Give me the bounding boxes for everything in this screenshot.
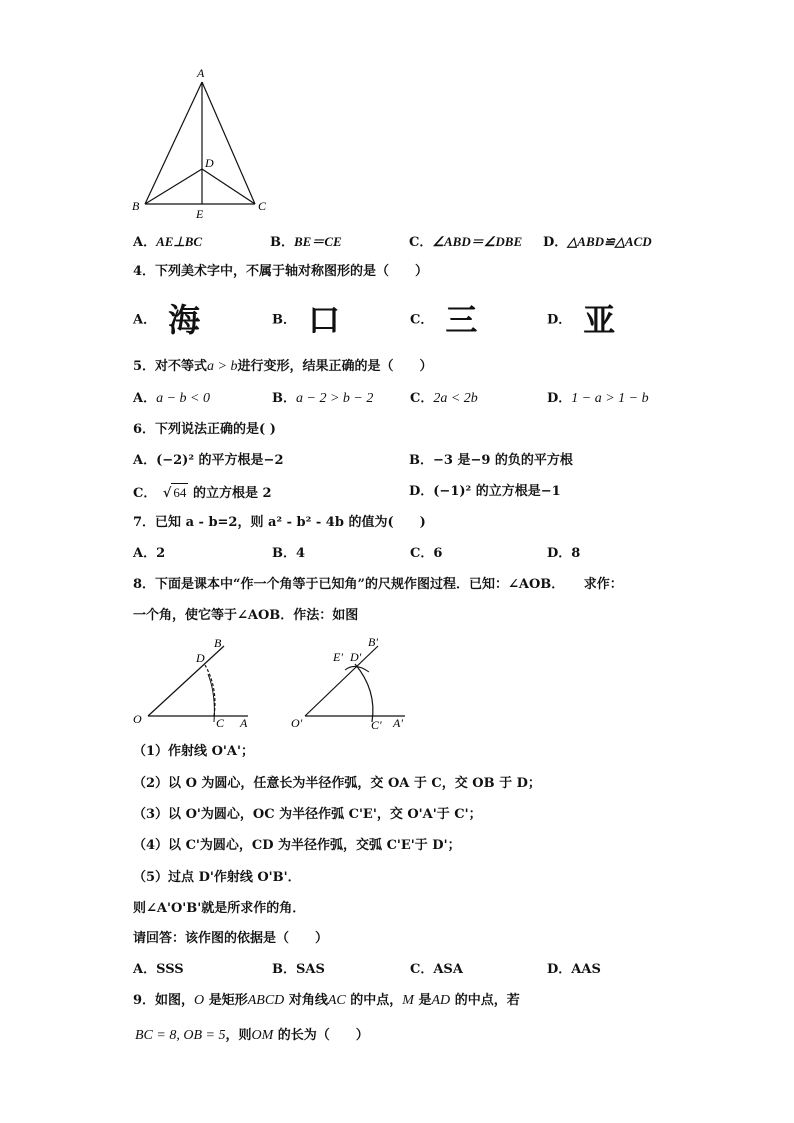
- label-c: C: [216, 716, 225, 730]
- q3-option-a: A．AE⊥BC: [133, 234, 203, 250]
- label-b: B: [214, 636, 222, 650]
- q6-option-a: A．(−2)² 的平方根是−2: [133, 453, 284, 468]
- triangle-figure: [125, 62, 285, 222]
- q8-step-1: （1）作射线 O'A'；: [133, 744, 254, 759]
- q6-option-d: D．(−1)² 的立方根是−1: [409, 484, 561, 499]
- q8-stem-line2: 一个角，使它等于∠AOB．作法：如图: [133, 608, 359, 623]
- q3-option-b: B．BE＝CE: [270, 234, 342, 250]
- edge-ac: [202, 82, 255, 204]
- q8-ask: 请回答：该作图的依据是（ ）: [133, 931, 329, 946]
- q8-option-d: D．AAS: [547, 962, 601, 977]
- q4-option-b: B． 口: [272, 301, 341, 339]
- q8-step-2: （2）以 O 为圆心，任意长为半径作弧，交 OA 于 C，交 OB 于 D；: [133, 776, 541, 791]
- angle-aob-figure: [128, 632, 268, 732]
- q7-option-a: A．2: [133, 546, 166, 561]
- q4-char-a: 海: [168, 301, 201, 339]
- q5-option-d: D．1 − a > 1 − b: [547, 391, 649, 406]
- label-d: D: [196, 651, 205, 665]
- q4-stem: 4．下列美术字中，不属于轴对称图形的是（ ）: [133, 264, 429, 279]
- arc-solid: [208, 674, 214, 722]
- label-b: B: [132, 199, 140, 213]
- q4-option-a: A． 海: [133, 301, 201, 339]
- q9-stem-line2: BC = 8, OB = 5，则OM 的长为（ ）: [135, 1028, 369, 1043]
- q8-option-a: A．SSS: [133, 962, 184, 977]
- angle-a1o1b1-figure: [285, 632, 415, 732]
- q4-option-c: C． 三: [410, 301, 478, 339]
- ray-ob: [148, 646, 224, 716]
- q4-char-c: 三: [445, 301, 478, 339]
- label-a: A: [240, 716, 248, 730]
- q6-stem: 6．下列说法正确的是( ): [133, 422, 276, 437]
- q5-stem: 5．对不等式a > b进行变形，结果正确的是（ ）: [133, 359, 433, 374]
- label-c1: C': [371, 718, 382, 732]
- q3-option-d: D．△ABD≌△ACD: [543, 234, 652, 250]
- q8-conclusion: 则∠A'O'B'就是所求作的角．: [133, 901, 306, 916]
- arc-cd: [205, 665, 215, 716]
- q8-step-5: （5）过点 D'作射线 O'B'．: [133, 870, 301, 885]
- label-a: A: [197, 66, 205, 80]
- q7-option-b: B．4: [272, 546, 306, 561]
- q4-char-d: 亚: [583, 301, 616, 339]
- label-e1: E': [333, 650, 343, 664]
- q7-option-d: D．8: [547, 546, 581, 561]
- q7-stem: 7．已知 a - b=2，则 a² - b² - 4b 的值为( ): [133, 515, 426, 530]
- q8-option-b: B．SAS: [272, 962, 325, 977]
- q9-stem-line1: 9．如图，O 是矩形ABCD 对角线AC 的中点，M 是AD 的中点，若: [133, 993, 520, 1008]
- label-c: C: [258, 199, 267, 213]
- q4-char-b: 口: [308, 301, 341, 339]
- q5-option-b: B．a − 2 > b − 2: [272, 391, 374, 406]
- label-b1: B': [368, 635, 378, 649]
- q8-step-4: （4）以 C'为圆心，CD 为半径作弧，交弧 C'E'于 D'；: [133, 838, 461, 853]
- label-o: O: [133, 712, 142, 726]
- edge-ab: [145, 82, 202, 204]
- label-d: D: [205, 156, 214, 170]
- q6-option-c: C． √ 64 的立方根是 2: [133, 485, 272, 501]
- label-d1: D': [350, 650, 362, 664]
- q6-option-b: B．−3 是−9 的负的平方根: [409, 453, 573, 468]
- q7-option-c: C．6: [410, 546, 443, 561]
- q5-option-a: A．a − b < 0: [133, 391, 210, 406]
- q8-step-3: （3）以 O'为圆心，OC 为半径作弧 C'E'，交 O'A'于 C'；: [133, 807, 482, 822]
- label-a1: A': [393, 716, 403, 730]
- label-e: E: [196, 207, 204, 221]
- q3-option-c: C．∠ABD＝∠DBE: [409, 234, 523, 250]
- arc-c1e1: [355, 664, 373, 722]
- q5-option-c: C．2a < 2b: [410, 391, 478, 406]
- q4-option-d: D． 亚: [547, 301, 616, 339]
- q8-option-c: C．ASA: [410, 962, 463, 977]
- q8-stem-line1: 8．下面是课本中“作一个角等于已知角”的尺规作图过程．已知：∠AOB． 求作：: [133, 577, 623, 592]
- label-o1: O': [291, 716, 303, 730]
